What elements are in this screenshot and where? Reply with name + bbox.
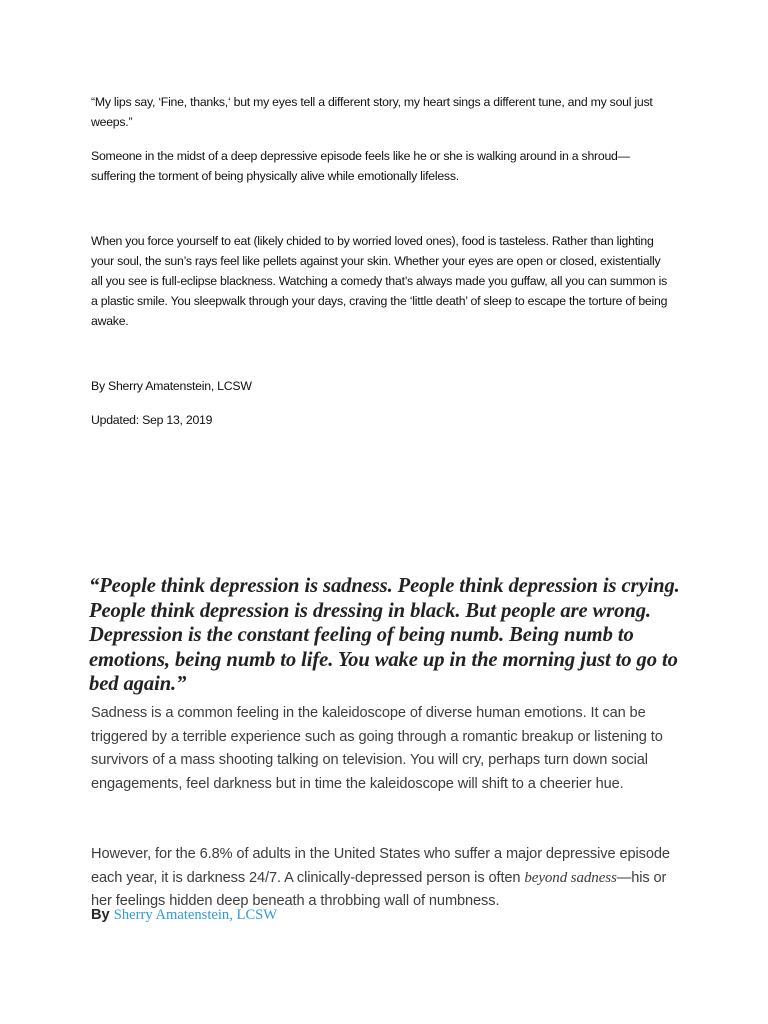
epigraph-quote: “My lips say, ‘Fine, thanks,‘ but my eyes tell a different story, my heart sings a different tune, and my soul just weeps.” <box>91 95 653 129</box>
pull-quote: “People think depression is sadness. People think depression is crying. People think depression is dressing in black. But people are wrong. Depression is the constant feeling of being numb. Being numb to emotions, being numb to life. You wake up in the morning just to go to bed again.” <box>89 575 680 695</box>
paragraph-eating: When you force yourself to eat (likely chided to by worried loved ones), food is tasteless. Rather than lighting your soul, the sun’s rays feel like pellets against your skin. Whether your eyes are open or closed, existentially all you see is full-eclipse blackness. Watching a comedy that’s always made you guffaw, all you can summon is a plastic smile. You sleepwalk through your days, craving the ‘little death’ of sleep to escape the torture of being awake. <box>91 234 668 328</box>
paragraph-however-text-end: —his or her feelings hidden deep beneath a throbbing wall of numbness. <box>91 869 667 909</box>
byline <box>91 905 277 925</box>
paragraph-sadness: Sadness is a common feeling in the kaleidoscope of diverse human emotions. It can be triggered by a terrible experience such as going through a romantic breakup or listening to survivors of a mass shooting talking on television. You will cry, perhaps turn down social engagements, feel darkness but in time the kaleidoscope will shift to a cheerier hue. <box>91 705 663 792</box>
paragraph-however-text-start: However, for the 6.8% of adults in the United States who suffer a major depressive episode each year, it is darkness 24/7. A clinically-depressed person is often <box>91 846 670 886</box>
paragraph-shroud: Someone in the midst of a deep depressive episode feels like he or she is walking around in a shroud—suffering the torment of being physically alive while emotionally lifeless. <box>91 149 630 183</box>
author-line: By Sherry Amatenstein, LCSW <box>91 379 252 393</box>
byline-by-label: By <box>91 907 110 923</box>
beyond-sadness-emphasis: beyond sadness <box>524 869 617 886</box>
updated-date: Updated: Sep 13, 2019 <box>91 413 213 427</box>
paragraph-however <box>91 843 691 914</box>
author-link[interactable]: Sherry Amatenstein, LCSW <box>113 907 278 923</box>
